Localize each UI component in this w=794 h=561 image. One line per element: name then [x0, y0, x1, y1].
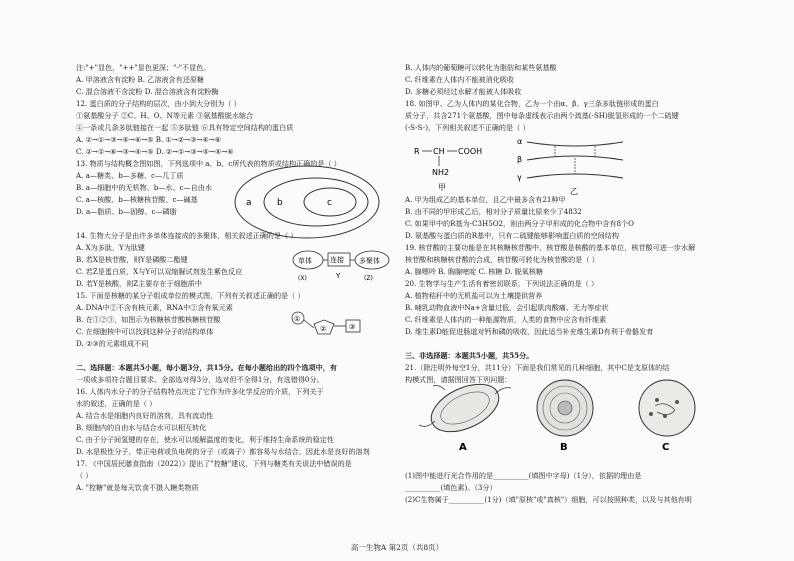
- text-line: B. 哺乳动物血液中Na+含量过低，会引起肌肉酸痛、无力等症状: [405, 303, 609, 312]
- text-line: D. ②③的元素组成不同: [76, 339, 149, 348]
- text-line: ④一条或几条多肽链接在一起 ⑤多肽链 ⑥具有特定空间结构的蛋白质: [76, 123, 294, 132]
- text-line: B. 细胞内的自由水与结合水可以相互转化: [76, 423, 207, 432]
- r-group: R: [414, 147, 420, 156]
- text-line: 13. 物质与结构概念图如图，下列选项中 a、b、c所代表的物质或结构正确的是（ ）: [76, 159, 341, 168]
- text-line: 18. 如图甲、乙为人体内的某化合物，乙为一个由α、β、γ三条多肽链形成的蛋白: [405, 99, 659, 108]
- text-line: C. ②→①→⑥→③→④→⑤ D. ②→①→③→⑤→④→⑥: [76, 147, 234, 156]
- text-line: A. 腺嘌呤 B. 胸腺嘧啶 C. 核糖 D. 脱氧核糖: [405, 267, 543, 276]
- poly-label: 多聚体: [359, 257, 380, 265]
- text-line: 14. 生物大分子是由许多单体连接成的多聚体，相关叙述正确的是（ ）: [76, 231, 298, 240]
- cell-label-c: C: [662, 442, 670, 453]
- ch-group: CH: [433, 147, 445, 156]
- text-line: C. 纤维素是人体内的一种能源物质，人类的食物中应含有纤维素: [405, 315, 607, 324]
- text-line: 19. 核苷酸的主要功能是在其核糖核苷酸中，核苷酸是核酸的基本单位，核苷酸可进一步水解: [405, 243, 696, 252]
- text-line: 构模式图，请据图回答下列问题：: [405, 375, 512, 384]
- text-line: A. 甲溶液含有淀粉 B. 乙溶液含有还原糖: [76, 75, 205, 84]
- text-line: A. a—糖类、b—多糖、c—几丁质: [76, 171, 184, 180]
- label-a: a: [246, 198, 252, 208]
- round-cell-figure: [537, 380, 593, 453]
- text-line: D. 多糖必须经过水解才能被人体吸收: [405, 87, 522, 96]
- text-line: (2)C生物属于__________(1分)（填"原核"或"真核"）细胞，可以按照种类，以及与其他有明: [405, 495, 692, 504]
- text-line: D. 氨基酸与蛋白质的R基中，只有二硫键能够影响蛋白质的空间结构: [405, 231, 619, 240]
- text-line: A. "控糖"就是每天饮食不摄入糖类物质: [76, 483, 199, 492]
- text-line: C. 如果甲中的R基为-C3H5O2，则由两分子甲形成的化合物中含有8个O: [405, 219, 634, 228]
- label-yi: 乙: [570, 187, 578, 196]
- unit-label: 单体: [298, 257, 312, 265]
- cell-figures: [415, 376, 725, 454]
- text-line: 注:"+"显色，"++"显色更深；"-"不显色。: [76, 63, 211, 72]
- gamma-label: γ: [517, 173, 522, 182]
- text-line: 16. 人体内水分子的分子结构特点决定了它作为许多化学反应的介质，下列关于: [76, 387, 324, 396]
- concept-diagram: [232, 162, 382, 242]
- text-line: 质分子，共含271个氨基酸，图中每条虚线表示由两个巯基(-SH)脱氢形成的一个二硫键: [405, 111, 679, 120]
- alpha-label: α: [517, 137, 523, 146]
- text-line: C. 由于分子间氢键的存在，使水可以缓解温度的变化，利于维持生命系统的稳定性: [76, 435, 334, 444]
- label-c: c: [327, 198, 332, 208]
- x-label: (X): [298, 275, 307, 282]
- protein-chains-diagram: [515, 132, 635, 200]
- text-line: ①氨基酸分子 ②C、H、O、N等元素 ③氨基酸脱水缩合: [76, 111, 254, 120]
- text-line: [405, 338, 725, 350]
- z-label: (Z): [364, 275, 373, 282]
- nh2-group: NH2: [432, 168, 450, 177]
- text-line: __________(填色素)。（3分）: [405, 483, 497, 492]
- text-line: 一项或多项符合题目要求。全部选对得3分，选对但不全得1分，有选错得0分。: [76, 375, 324, 384]
- cell-label-b: B: [560, 442, 568, 453]
- text-line: (-S-S-)，下列相关叙述不正确的是（ ）: [405, 123, 530, 132]
- text-line: D. a—脂质、b—固醇、c—磷脂: [76, 207, 177, 216]
- text-line: C. 混合溶液不含淀粉 D. 混合溶液含有淀粉酶: [76, 87, 219, 96]
- cell-label-a: A: [459, 442, 467, 453]
- label-b: b: [277, 198, 283, 208]
- text-line: 21.（除注明外每空1分，共11分）下面是我们常见的几种细胞，其中C是支原体的结: [405, 363, 670, 372]
- text-line: 20. 生物学与生产生活有着密切联系，下列说法正确的是（ ）: [405, 279, 599, 288]
- text-line: [76, 350, 394, 362]
- text-line: A. 甲为组成乙的基本单位，且乙中最多含有21种甲: [405, 195, 566, 204]
- beta-label: β: [517, 155, 523, 164]
- bacterium-figure: [419, 376, 511, 453]
- text-line: D. 水是极性分子，带正电荷或负电荷的分子（或离子）都容易与水结合，因此水是良好的溶剂: [76, 447, 370, 456]
- text-line: B. 人体内的葡萄糖可以转化为脂肪和某些氨基酸: [405, 63, 557, 72]
- monomer-flow-diagram: [292, 248, 392, 290]
- nucleotide-diagram: [288, 304, 388, 344]
- text-line: C. 纤维素在人体内不能被消化吸收: [405, 75, 514, 84]
- text-line: （ ）: [76, 471, 93, 480]
- text-line: C. a—核酸、b—核糖核苷酸、c—碱基: [76, 195, 198, 204]
- text-line: 核苷酸和核糖核苷酸的合成，核苷酸可转化为核苷酸的是（ ）: [405, 255, 599, 264]
- link-label: 连接: [330, 256, 344, 264]
- nucleotide-part-2: ②: [320, 325, 327, 333]
- y-label: Y: [336, 272, 341, 280]
- text-line: 三、非选择题：本题共5小题，共55分。: [405, 351, 534, 360]
- text-line: B. a—细胞中的无机物、b—水、c—自由水: [76, 183, 212, 192]
- text-line: A. 植物秸秆中的无机盐可以为土壤提供营养: [405, 291, 543, 300]
- text-line: D. 维生素D能促进肠道对钙和磷的吸收，因此适当补充维生素D有利于骨骼发育: [405, 327, 654, 336]
- text-line: 17. 《中国居民膳食指南（2022）》提出了"控糖"建议，下列与糖类有关说法中错误的是: [76, 459, 352, 468]
- label-jia: 甲: [438, 183, 446, 192]
- text-line: 水的叙述，正确的是（ ）: [76, 399, 157, 408]
- text-line: D. 若Y是核酸，则Z主要存在于细胞质中: [76, 279, 202, 288]
- text-line: 二、选择题：本题共5小题，每小题3分，共15分。在每小题给出的四个选项中，有: [76, 363, 337, 372]
- text-line: B. 在①②③，如图示为核糖核苷酸核糖核苷酸: [76, 315, 221, 324]
- text-line: (1)图中能进行光合作用的是__________(填图中字母)（1分），依据的理由是: [405, 471, 642, 480]
- text-line: A. ②→①→③→④→⑥→⑤ B. ①→②→③→④→⑥: [76, 135, 222, 144]
- cooh-group: COOH: [458, 147, 483, 156]
- page-footer: 高一生物A 第2页（共8页）: [350, 543, 444, 552]
- text-line: 15. 下面是核糖的某分子组成单位的模式图，下列有关叙述正确的是（ ）: [76, 291, 305, 300]
- text-line: B. 若X是核苷酸，则Y是磷酸二酯键: [76, 255, 188, 264]
- nucleotide-part-3: ③: [349, 323, 356, 331]
- text-line: [405, 458, 725, 470]
- text-line: A. X为多肽，Y为肽键: [76, 243, 146, 252]
- text-line: A. DNA中②不含有核元素，RNA中②含有氧元素: [76, 303, 233, 312]
- amino-acid-structure: [412, 140, 507, 195]
- text-line: A. 结合水是细胞内良好的溶剂，具有流动性: [76, 411, 214, 420]
- text-line: 12. 蛋白质的分子结构的层次，由小到大分别为（ ）: [76, 99, 241, 108]
- text-line: B. 由不同的甲形成乙后，相对分子质量比原来少了4832: [405, 207, 582, 216]
- nucleotide-part-1: ①: [294, 315, 301, 323]
- text-line: C. 在细胞核中可以找到这种分子的结构单体: [76, 327, 214, 336]
- mycoplasma-figure: [639, 380, 695, 453]
- text-line: C. 若Z是蛋白质，X与Y可以双缩脲试剂发生紫色反应: [76, 267, 243, 276]
